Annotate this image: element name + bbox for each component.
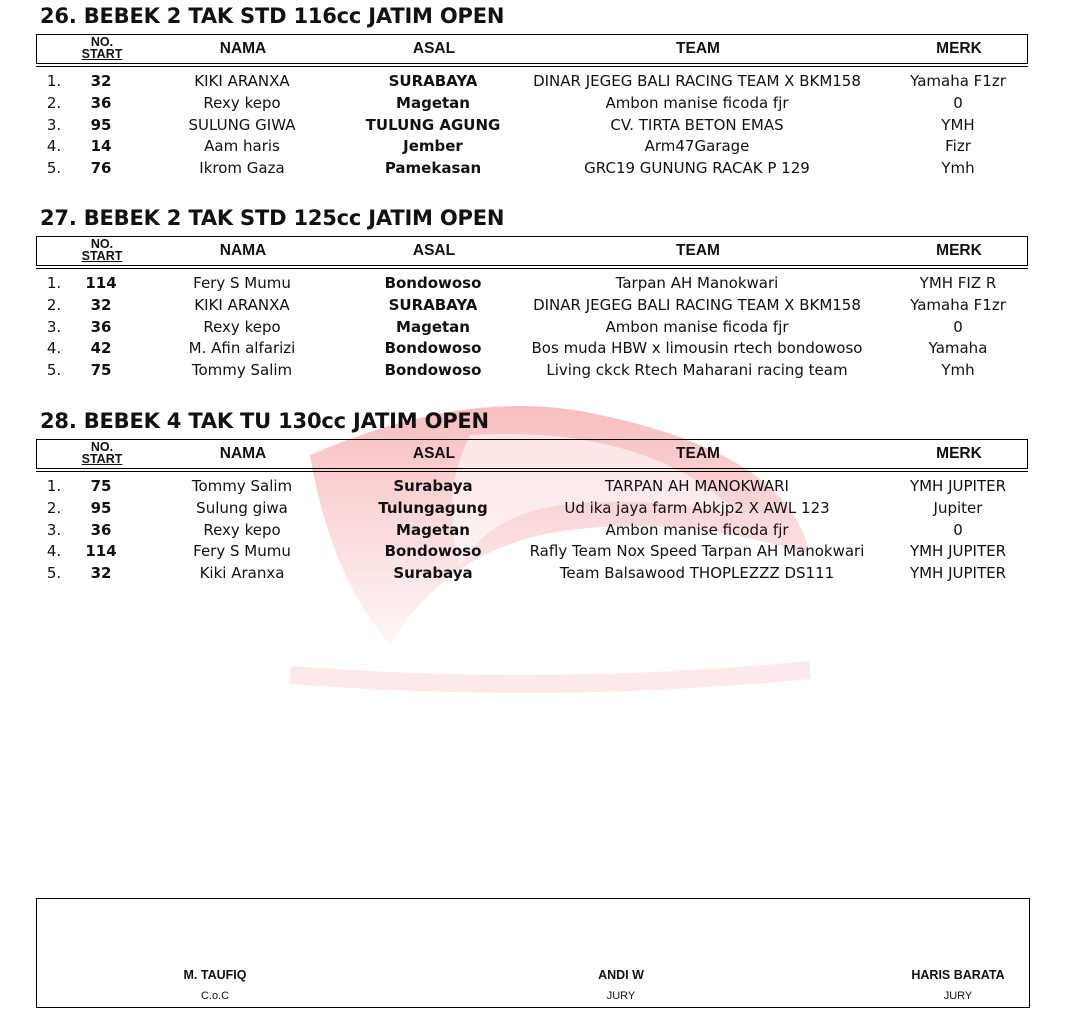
start-number: 114 xyxy=(85,542,117,561)
rider-name: SULUNG GIWA xyxy=(188,115,296,134)
table-row xyxy=(36,360,1030,382)
rider-team: Ambon manise ficoda fjr xyxy=(605,93,789,112)
signatory-role: C.o.C xyxy=(200,990,230,1002)
table-row xyxy=(36,338,1030,360)
table-row xyxy=(36,498,1030,520)
header-merk: MERK xyxy=(936,40,982,57)
table-row xyxy=(36,71,1030,93)
position: 1. xyxy=(46,477,62,495)
table-row xyxy=(36,317,1030,339)
header-divider xyxy=(36,66,1028,67)
header-merk: MERK xyxy=(936,242,982,259)
rider-team: GRC19 GUNUNG RACAK P 129 xyxy=(584,159,810,178)
header-divider xyxy=(36,268,1028,269)
bike-brand: Ymh xyxy=(941,361,975,380)
header-team: TEAM xyxy=(676,242,720,259)
position: 4. xyxy=(46,542,62,561)
rider-team: Bos muda HBW x limousin rtech bondowoso xyxy=(531,339,863,358)
table-row xyxy=(36,158,1030,180)
position: 5. xyxy=(46,564,62,583)
bike-brand: YMH FIZ R xyxy=(919,274,997,292)
bike-brand: YMH JUPITER xyxy=(909,542,1007,561)
section-title: 26. BEBEK 2 TAK STD 116cc JATIM OPEN xyxy=(40,4,505,28)
header-team: TEAM xyxy=(676,40,720,57)
rider-name: Aam haris xyxy=(204,137,280,156)
bike-brand: YMH xyxy=(941,115,975,134)
header-no-start xyxy=(67,441,137,465)
start-number: 14 xyxy=(90,137,112,156)
rider-team: Rafly Team Nox Speed Tarpan AH Manokwari xyxy=(529,542,865,561)
signatory-role: JURY xyxy=(606,990,636,1002)
position: 3. xyxy=(46,115,62,134)
header-asal: ASAL xyxy=(412,242,456,259)
start-number: 32 xyxy=(90,564,112,583)
rider-name: KIKI ARANXA xyxy=(194,72,290,90)
rider-origin: SURABAYA xyxy=(388,72,478,90)
signature-jury-2 xyxy=(848,968,1068,1003)
rider-team: CV. TIRTA BETON EMAS xyxy=(610,115,784,134)
bike-brand: Ymh xyxy=(941,159,975,178)
start-number: 36 xyxy=(90,317,112,336)
rider-origin: Bondowoso xyxy=(384,339,482,358)
table-row xyxy=(36,563,1030,585)
bike-brand: 0 xyxy=(953,317,963,336)
header-asal: ASAL xyxy=(412,40,456,57)
rider-team: Team Balsawood THOPLEZZZ DS111 xyxy=(559,564,835,583)
rider-team: Tarpan AH Manokwari xyxy=(615,274,779,292)
table-header xyxy=(36,439,1028,469)
header-start: START xyxy=(81,249,123,263)
table-row xyxy=(36,476,1030,498)
rider-origin: Pamekasan xyxy=(384,159,482,178)
signature-coc xyxy=(105,968,325,1003)
table-row xyxy=(36,115,1030,137)
position: 3. xyxy=(46,317,62,336)
section-title: 27. BEBEK 2 TAK STD 125cc JATIM OPEN xyxy=(40,206,505,230)
rider-origin: TULUNG AGUNG xyxy=(365,115,501,134)
position: 5. xyxy=(46,361,62,380)
start-number: 42 xyxy=(90,339,112,358)
start-number: 95 xyxy=(90,115,112,134)
signature-jury-1 xyxy=(511,968,731,1003)
rider-name: Rexy kepo xyxy=(203,317,281,336)
start-number: 36 xyxy=(90,93,112,112)
start-number: 95 xyxy=(90,498,112,517)
bike-brand: YMH JUPITER xyxy=(909,477,1007,495)
rider-origin: Tulungagung xyxy=(378,498,488,517)
rider-team: Ambon manise ficoda fjr xyxy=(605,520,789,539)
rider-origin: SURABAYA xyxy=(388,295,478,314)
results-table xyxy=(36,476,1030,585)
rider-origin: Magetan xyxy=(396,317,470,336)
start-number: 76 xyxy=(90,159,112,178)
position: 1. xyxy=(46,274,62,292)
rider-name: Fery S Mumu xyxy=(193,274,291,292)
position: 4. xyxy=(46,339,62,358)
header-start: START xyxy=(81,47,123,61)
position: 1. xyxy=(46,72,62,90)
signature-box xyxy=(36,898,1030,1008)
signatory-name: M. TAUFIQ xyxy=(183,968,247,982)
rider-team: Living ckck Rtech Maharani racing team xyxy=(546,361,848,380)
table-row xyxy=(36,295,1030,317)
bike-brand: 0 xyxy=(953,520,963,539)
rider-origin: Bondowoso xyxy=(384,542,482,561)
header-start: START xyxy=(81,452,123,466)
signatory-name: ANDI W xyxy=(598,968,644,982)
table-row xyxy=(36,93,1030,115)
table-header xyxy=(36,34,1028,64)
bike-brand: Yamaha F1zr xyxy=(910,72,1006,90)
position: 5. xyxy=(46,159,62,178)
signatory-name: HARIS BARATA xyxy=(911,968,1005,982)
bike-brand: Fizr xyxy=(945,137,971,156)
results-table xyxy=(36,273,1030,382)
table-row xyxy=(36,273,1030,295)
rider-name: M. Afin alfarizi xyxy=(188,339,296,358)
header-team: TEAM xyxy=(676,445,720,462)
results-table xyxy=(36,71,1030,180)
header-no-start xyxy=(67,238,137,262)
section-title: 28. BEBEK 4 TAK TU 130cc JATIM OPEN xyxy=(40,409,489,433)
start-number: 32 xyxy=(90,72,112,90)
rider-name: Tommy Salim xyxy=(191,477,293,495)
start-number: 75 xyxy=(90,361,112,380)
rider-team: DINAR JEGEG BALI RACING TEAM X BKM158 xyxy=(533,295,861,314)
start-number: 32 xyxy=(90,295,112,314)
table-row xyxy=(36,136,1030,158)
rider-name: Fery S Mumu xyxy=(193,542,291,561)
rider-origin: Magetan xyxy=(396,520,470,539)
header-no: NO. xyxy=(90,35,114,49)
bike-brand: Yamaha xyxy=(928,339,988,358)
rider-name: Kiki Aranxa xyxy=(199,564,285,583)
rider-team: Ud ika jaya farm Abkjp2 X AWL 123 xyxy=(564,498,830,517)
bike-brand: Yamaha F1zr xyxy=(910,295,1006,314)
header-asal: ASAL xyxy=(412,445,456,462)
header-merk: MERK xyxy=(936,445,982,462)
rider-name: KIKI ARANXA xyxy=(194,295,290,314)
rider-team: DINAR JEGEG BALI RACING TEAM X BKM158 xyxy=(533,72,861,90)
rider-origin: Jember xyxy=(403,137,463,156)
rider-name: Rexy kepo xyxy=(203,93,281,112)
rider-origin: Bondowoso xyxy=(384,274,482,292)
rider-team: TARPAN AH MANOKWARI xyxy=(605,477,789,495)
header-nama: NAMA xyxy=(219,40,267,57)
rider-name: Tommy Salim xyxy=(191,361,293,380)
rider-origin: Surabaya xyxy=(393,477,473,495)
rider-name: Ikrom Gaza xyxy=(199,159,285,178)
header-nama: NAMA xyxy=(219,445,267,462)
rider-origin: Bondowoso xyxy=(384,361,482,380)
header-no-start xyxy=(67,36,137,60)
position: 4. xyxy=(46,137,62,156)
header-divider xyxy=(36,471,1028,472)
rider-team: Arm47Garage xyxy=(644,137,750,156)
start-number: 75 xyxy=(90,477,112,495)
position: 2. xyxy=(46,295,62,314)
rider-name: Sulung giwa xyxy=(196,498,288,517)
position: 2. xyxy=(46,93,62,112)
table-header xyxy=(36,236,1028,266)
start-number: 36 xyxy=(90,520,112,539)
bike-brand: YMH JUPITER xyxy=(909,564,1007,583)
start-number: 114 xyxy=(85,274,117,292)
bike-brand: Jupiter xyxy=(933,498,983,517)
rider-origin: Magetan xyxy=(396,93,470,112)
rider-team: Ambon manise ficoda fjr xyxy=(605,317,789,336)
position: 3. xyxy=(46,520,62,539)
header-no: NO. xyxy=(90,237,114,251)
header-no: NO. xyxy=(90,440,114,454)
signatory-role: JURY xyxy=(943,990,973,1002)
table-row xyxy=(36,520,1030,542)
table-row xyxy=(36,541,1030,563)
bike-brand: 0 xyxy=(953,93,963,112)
rider-name: Rexy kepo xyxy=(203,520,281,539)
position: 2. xyxy=(46,498,62,517)
rider-origin: Surabaya xyxy=(393,564,473,583)
header-nama: NAMA xyxy=(219,242,267,259)
